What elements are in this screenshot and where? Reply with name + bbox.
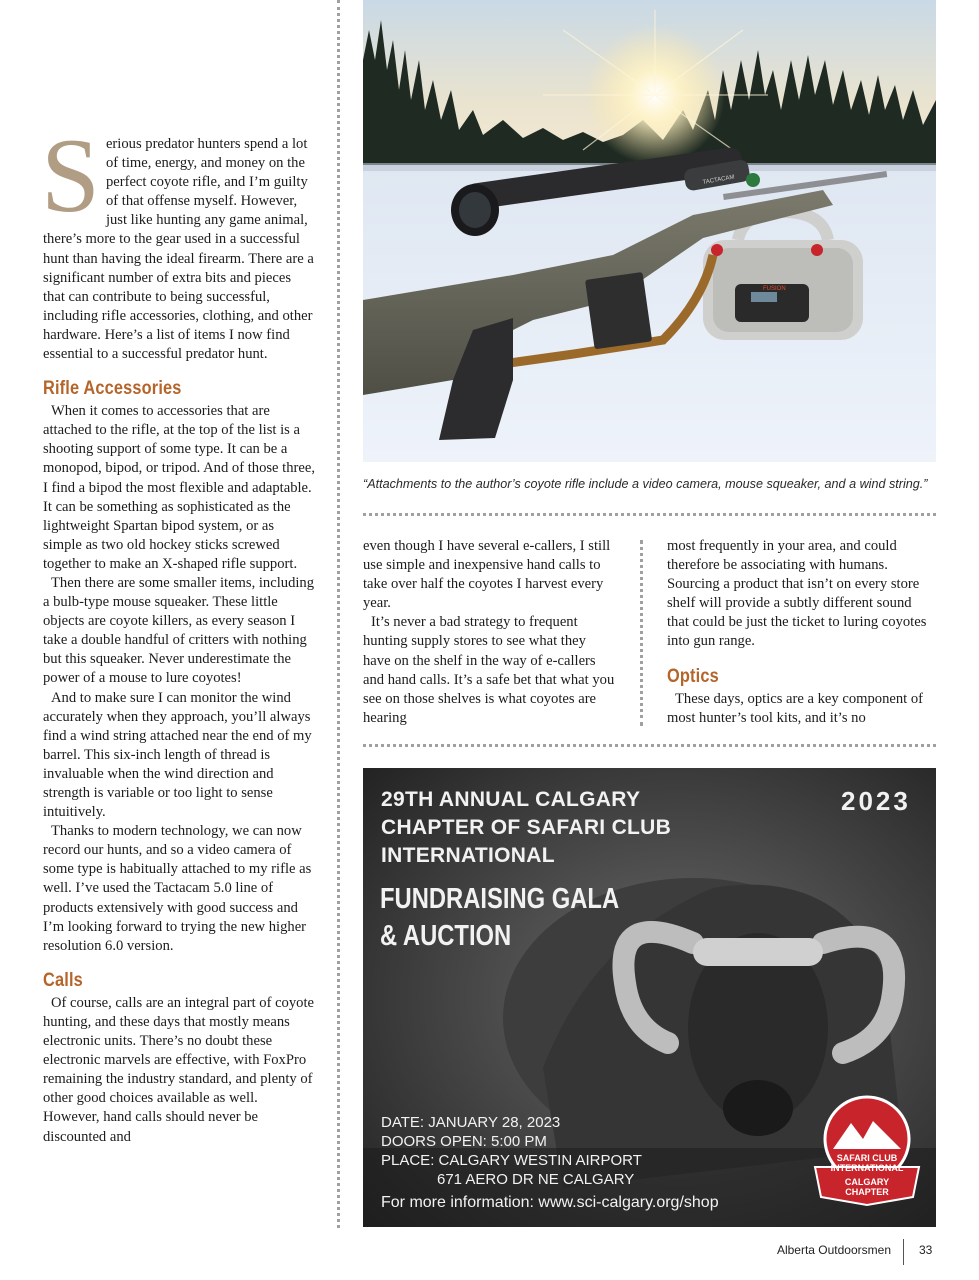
column-divider-middle	[640, 540, 643, 726]
ad-year: 2023	[841, 786, 911, 816]
logo-text: CHAPTER	[845, 1187, 889, 1197]
ad-place: PLACE: CALGARY WESTIN AIRPORT	[381, 1152, 642, 1169]
paragraph: even though I have several e-callers, I still use simple and inexpensive hand calls to take over half the coyotes I harvest every year.	[363, 538, 611, 612]
ad-event-name	[380, 881, 619, 955]
heading-calls: Calls	[43, 969, 83, 991]
gala-advertisement	[363, 768, 936, 1227]
page-number: 33	[919, 1243, 933, 1257]
ad-title	[381, 786, 671, 870]
device-label: FUSION	[763, 286, 786, 292]
publication-name: Alberta Outdoorsmen	[776, 1243, 891, 1257]
ad-info-line: For more information: www.sci-calgary.org/shop	[381, 1194, 719, 1211]
paragraph: Thanks to modern technology, we can now record our hunts, and so a video camera of some type is habitually attached to my rifle as well. I’ve used the Tactacam 5.0 line of products extensively with good success and I’m looking forward to trying the new higher resolution 6.0 version.	[43, 823, 312, 954]
sci-logo	[811, 1093, 923, 1211]
ad-title-line: CHAPTER OF SAFARI CLUB	[381, 816, 672, 839]
footer-divider	[903, 1239, 904, 1265]
article-column-middle	[363, 537, 617, 728]
ad-doors: DOORS OPEN: 5:00 PM	[381, 1133, 547, 1150]
ad-details	[381, 1113, 642, 1189]
ad-event-line: FUNDRAISING GALA	[380, 883, 620, 915]
heading-optics: Optics	[667, 665, 719, 687]
paragraph: most frequently in your area, and could therefore be associating with humans. Sourcing a product that isn’t on every store shelf will provide a subtly different sound that could be just the ticket to luring coyotes into gun range.	[667, 538, 927, 650]
paragraph: Of course, calls are an integral part of coyote hunting, and these days that mostly means electronic units. There’s no doubt these electronic marvels are effective, with FoxPro remaining the industry standard, and plenty of other good choices available as well. However, hand calls should never be discounted and	[43, 994, 314, 1145]
rifle-photo	[363, 0, 936, 462]
ad-rule	[363, 744, 936, 747]
paragraph: And to make sure I can monitor the wind accurately when they approach, you’ll always find a wind string attached near the end of my barrel. This six-inch length of thread is invaluable when the wind direction and strength is variable or too light to sense intuitively.	[43, 689, 312, 821]
paragraph: When it comes to accessories that are attached to the rifle, at the top of the list is a shooting support of some type. It can be a monopod, bipod, or tripod. And of those three, I find a bipod the most flexible and adaptable. It can be something as sophisticated as the lightweight Spartan bipod system, or as simple as two old hockey sticks screwed together to make an X-shaped rifle support.	[43, 403, 315, 572]
intro-paragraph	[41, 117, 315, 364]
scope-label: TACTACAM	[702, 174, 735, 186]
intro-text: erious predator hunters spend a lot of time, energy, and money on the perfect coyote rifle, and I’m guilty of that offense myself. However, just like hunting any game animal, there’s more to the gear used in a successful hunt than having the ideal firearm. There are a significant number of extra bits and pieces that can contribute to being successful, including rifle accessories, clothing, and other hardware. Here’s a list of items I now find essential to a successful predator hunt.	[43, 136, 314, 363]
article-column-left	[41, 117, 315, 1147]
article-column-right	[667, 537, 935, 728]
column-divider-left	[337, 0, 340, 1228]
ad-date: DATE: JANUARY 28, 2023	[381, 1114, 561, 1131]
ad-address: 671 AERO DR NE CALGARY	[437, 1171, 635, 1188]
heading-rifle-accessories: Rifle Accessories	[43, 378, 182, 400]
ad-title-line: INTERNATIONAL	[381, 844, 555, 867]
ad-event-line: & AUCTION	[380, 920, 512, 952]
ad-title-line: 29TH ANNUAL CALGARY	[381, 788, 641, 811]
paragraph: Then there are some smaller items, including a bulb-type mouse squeaker. These little objects are coyote killers, as every season I take a double handful of critters with nothing but this squeaker. Never underestimate the power of a mouse to lure coyotes!	[43, 574, 315, 687]
photo-caption: “Attachments to the author’s coyote rifle include a video camera, mouse squeaker, and a wind string.”	[363, 477, 928, 491]
logo-text: INTERNATIONAL	[830, 1163, 904, 1173]
paragraph: These days, optics are a key component of most hunter’s tool kits, and it’s no	[667, 690, 924, 726]
logo-text: SAFARI CLUB	[836, 1153, 898, 1163]
caption-rule	[363, 513, 936, 516]
paragraph: It’s never a bad strategy to frequent hunting supply stores to see what they have on the shelf in the way of e-callers and hand calls. It’s a safe bet that what you see on those shelves is what coyotes are hearing	[363, 614, 615, 726]
drop-cap: S	[41, 117, 100, 234]
logo-text: CALGARY	[844, 1177, 890, 1187]
